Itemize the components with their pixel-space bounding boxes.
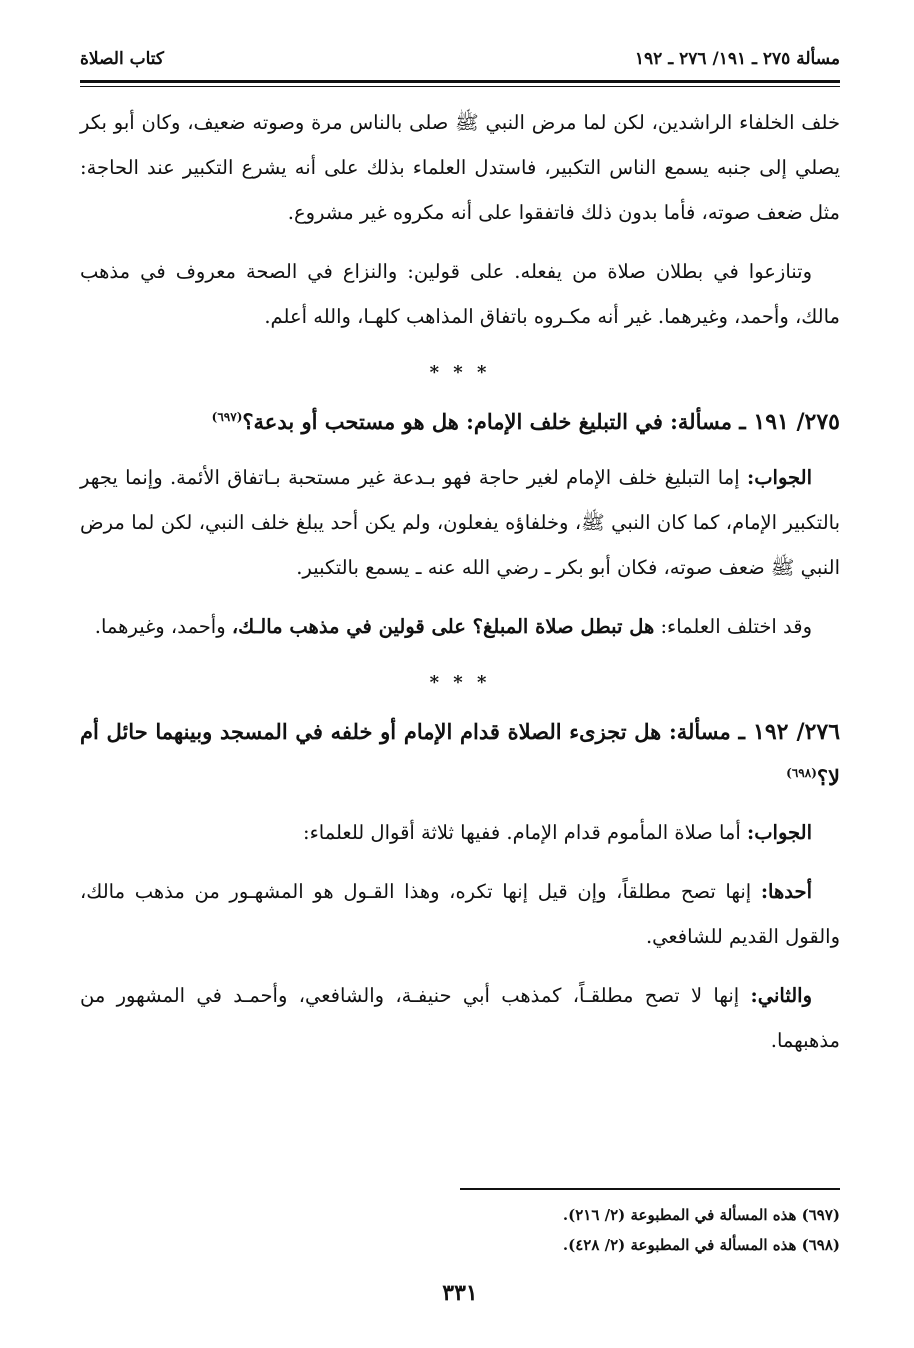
answer-paragraph [80,455,840,590]
question-label: مسألة: [668,719,731,744]
opinion-paragraph [80,973,840,1063]
paragraph-text: وأحمد، وغيرهما. [94,615,226,638]
question-number: ٢٧٥/ ١٩١ ـ [739,409,840,435]
answer-label: الجواب: [747,466,812,489]
question-text: في التبليغ خلف الإمام: هل هو مستحب أو بدعة؟ [242,409,663,434]
answer-paragraph [80,810,840,855]
opinion-text: إنها تصح مطلقاً، وإن قيل إنها تكره، وهذا القـول هو المشهـور من مذهب مالك، والقول القديم للشافعي. [80,880,840,948]
running-header [80,42,840,76]
footnote: (٦٩٨) هذه المسألة في المطبوعة (٢/ ٤٢٨). [562,1236,840,1254]
paragraph [80,604,840,649]
footnote-marker: (٦٩٨) [786,766,817,780]
footnote-marker: (٦٩٧) [211,410,243,424]
question-number: ٢٧٦/ ١٩٢ ـ [738,719,841,745]
paragraph: خلف الخلفاء الراشدين، لكن لما مرض النبي ﷺ صلى بالناس مرة وصوته ضعيف، وكان أبو بكر يصلي إلى جنبه يسمع الناس التكبير، فاستدل العلماء بذلك على أنه يشرع التكبير عند الحاجة: مثل ضعف صوته، فأما بدون ذلك فاتفقوا على أنه مكروه غير مشروع. [80,111,840,224]
footnote: (٦٩٧) هذه المسألة في المطبوعة (٢/ ٢١٦). [562,1206,840,1224]
book-page [80,0,840,1348]
page-number: ٣٣١ [442,1280,478,1306]
answer-text: إما التبليغ خلف الإمام لغير حاجة فهو بـدعة غير مستحبة بـاتفاق الأئمة. وإنما يجهر بالتكبير الإمام، كما كان النبي ﷺ، وخلفاؤه يفعلون، ولم يكن أحد يبلغ خلف النبي، لكن لما مرض النبي ﷺ ضعف صوته، فكان أبو بكر ـ رضي الله عنه ـ يسمع بالتكبير. [80,466,840,579]
footnotes [80,1200,840,1260]
header-rule-thin [80,86,840,87]
header-section-title: مسألة ٢٧٥ ـ ١٩١/ ٢٧٦ ـ ١٩٢ [634,49,840,69]
footnote-rule [460,1188,840,1190]
paragraph-text: وقد اختلف العلماء: [660,615,812,638]
answer-label: الجواب: [747,821,812,844]
opinion-label: أحدها: [760,880,812,903]
opinion-text: إنها لا تصح مطلقـاً، كمذهب أبي حنيفـة، والشافعي، وأحمـد في المشهور من مذهبهما. [80,984,840,1052]
section-separator: * * * [429,672,491,693]
header-book-title: كتاب الصلاة [80,49,165,69]
question-heading [80,709,840,800]
opinion-label: والثاني: [750,984,812,1007]
opinion-paragraph [80,869,840,959]
main-text [80,100,840,1077]
question-heading [80,399,840,445]
question-text: هل تجزىء الصلاة قدام الإمام أو خلفه في المسجد وبينهما حائل أم لا؟ [80,719,840,790]
paragraph: وتنازعوا في بطلان صلاة من يفعله. على قولين: والنزاع في الصحة معروف في مذهب مالك، وأحمد، وغيرهما. غير أنه مكـروه باتفاق المذاهب كلهـا، والله أعلم. [80,260,840,328]
paragraph-bold-text: هل تبطل صلاة المبلغ؟ على قولين في مذهب مالـك، [231,615,655,638]
section-separator: * * * [429,362,491,383]
answer-text: أما صلاة المأموم قدام الإمام. ففيها ثلاثة أقوال للعلماء: [303,821,741,844]
header-rule-thick [80,80,840,83]
question-label: مسألة: [670,409,732,434]
